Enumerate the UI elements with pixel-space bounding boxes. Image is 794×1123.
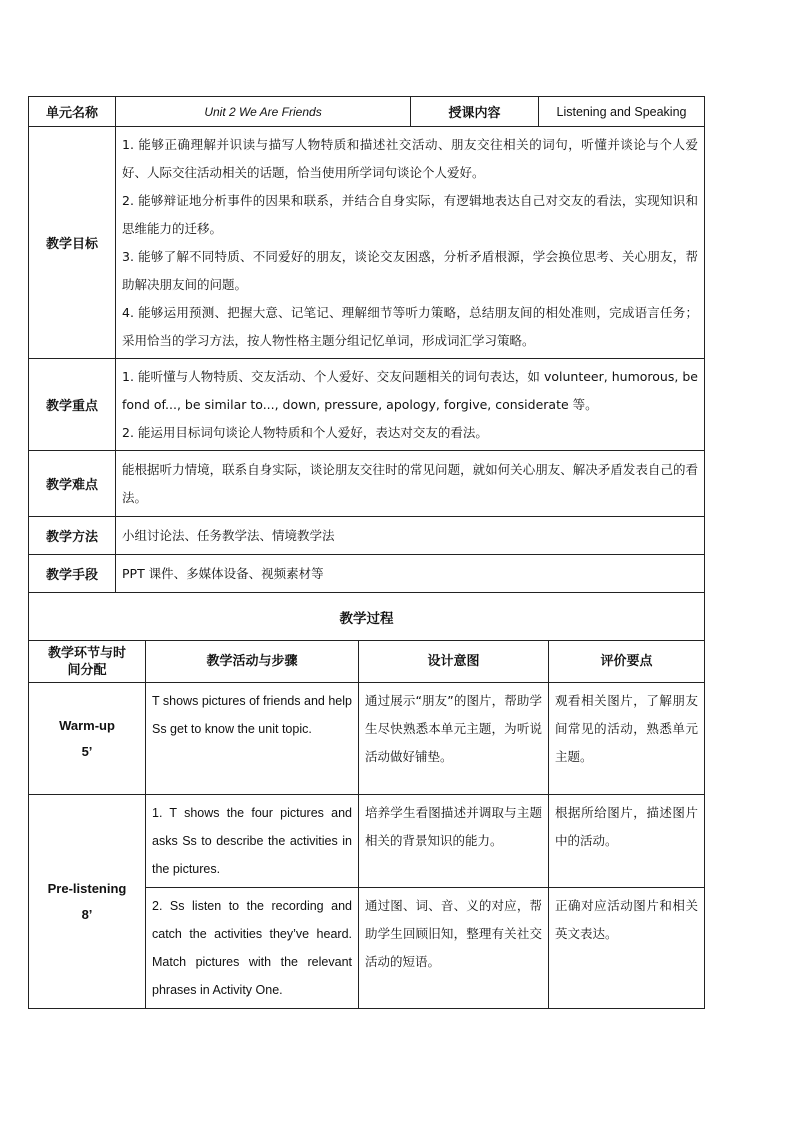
prelistening-design-2: 通过图、词、音、义的对应，帮助学生回顾旧知，整理有关社交活动的短语。 xyxy=(359,888,549,1009)
methods-label: 教学方法 xyxy=(29,517,116,555)
prelistening-row-1 xyxy=(29,795,705,888)
header-stage: 教学环节与时间分配 xyxy=(29,641,146,683)
difficulties-row xyxy=(29,451,705,517)
methods-content: 小组讨论法、任务教学法、情境教学法 xyxy=(116,517,705,555)
warmup-stage-name: Warm-up xyxy=(59,717,115,733)
means-row xyxy=(29,555,705,593)
lesson-info-table xyxy=(28,96,705,641)
key-points-content xyxy=(116,359,705,451)
warmup-activity: T shows pictures of friends and help Ss get to know the unit topic. xyxy=(146,683,359,795)
means-label: 教学手段 xyxy=(29,555,116,593)
header-activity: 教学活动与步骤 xyxy=(146,641,359,683)
objectives-row xyxy=(29,127,705,359)
warmup-stage-time: 5’ xyxy=(81,743,93,759)
objective-item: 1. 能够正确理解并识读与描写人物特质和描述社交活动、朋友交往相关的词句，听懂并谈论与个人爱好、人际交往活动相关的话题，恰当使用所学词句谈论个人爱好。 xyxy=(122,136,698,180)
prelistening-evaluation-1: 根据所给图片，描述图片中的活动。 xyxy=(549,795,705,888)
content-label: 授课内容 xyxy=(411,97,539,127)
objectives-label: 教学目标 xyxy=(29,127,116,359)
methods-row xyxy=(29,517,705,555)
warmup-stage xyxy=(29,683,146,795)
unit-row xyxy=(29,97,705,127)
key-points-label: 教学重点 xyxy=(29,359,116,451)
unit-name-label: 单元名称 xyxy=(29,97,116,127)
warmup-row xyxy=(29,683,705,795)
process-table xyxy=(28,640,705,1009)
prelistening-stage-name: Pre-listening xyxy=(47,880,127,896)
process-header-row xyxy=(29,641,705,683)
difficulties-content: 能根据听力情境，联系自身实际，谈论朋友交往时的常见问题，就如何关心朋友、解决矛盾发表自己的看法。 xyxy=(116,451,705,517)
objectives-content xyxy=(116,127,705,359)
objective-item: 3. 能够了解不同特质、不同爱好的朋友，谈论交友困惑，分析矛盾根源，学会换位思考、关心朋友，帮助解决朋友间的问题。 xyxy=(122,248,698,292)
process-title-row xyxy=(29,593,705,641)
key-point-item: 2. 能运用目标词句谈论人物特质和个人爱好，表达对交友的看法。 xyxy=(122,424,488,440)
warmup-design: 通过展示“朋友”的图片，帮助学生尽快熟悉本单元主题，为听说活动做好铺垫。 xyxy=(359,683,549,795)
prelistening-activity-1: 1. T shows the four pictures and asks Ss to describe the activities in the pictures. xyxy=(146,795,359,888)
key-points-row xyxy=(29,359,705,451)
warmup-evaluation: 观看相关图片，了解朋友间常见的活动，熟悉单元主题。 xyxy=(549,683,705,795)
objective-item: 2. 能够辩证地分析事件的因果和联系，并结合自身实际，有逻辑地表达自己对交友的看法，实现知识和思维能力的迁移。 xyxy=(122,192,698,236)
prelistening-design-1: 培养学生看图描述并调取与主题相关的背景知识的能力。 xyxy=(359,795,549,888)
objective-item: 4. 能够运用预测、把握大意、记笔记、理解细节等听力策略，总结朋友间的相处准则，完成语言任务；采用恰当的学习方法，按人物性格主题分组记忆单词，形成词汇学习策略。 xyxy=(122,304,698,348)
difficulties-label: 教学难点 xyxy=(29,451,116,517)
key-point-item: 1. 能听懂与人物特质、交友活动、个人爱好、交友问题相关的词句表达，如 volunteer, humorous, be fond of..., be similar to..., down, pressure, apology, forgive, considerate 等。 xyxy=(122,368,698,412)
header-evaluation: 评价要点 xyxy=(549,641,705,683)
process-title: 教学过程 xyxy=(29,593,705,641)
prelistening-stage-time: 8’ xyxy=(81,906,93,922)
prelistening-stage xyxy=(29,795,146,1009)
unit-name-value: Unit 2 We Are Friends xyxy=(116,97,411,127)
prelistening-evaluation-2: 正确对应活动图片和相关英文表达。 xyxy=(549,888,705,1009)
prelistening-activity-2: 2. Ss listen to the recording and catch the activities they’ve heard. Match pictures with the relevant phrases in Activity One. xyxy=(146,888,359,1009)
content-value: Listening and Speaking xyxy=(539,97,705,127)
header-design: 设计意图 xyxy=(359,641,549,683)
means-content: PPT 课件、多媒体设备、视频素材等 xyxy=(116,555,705,593)
